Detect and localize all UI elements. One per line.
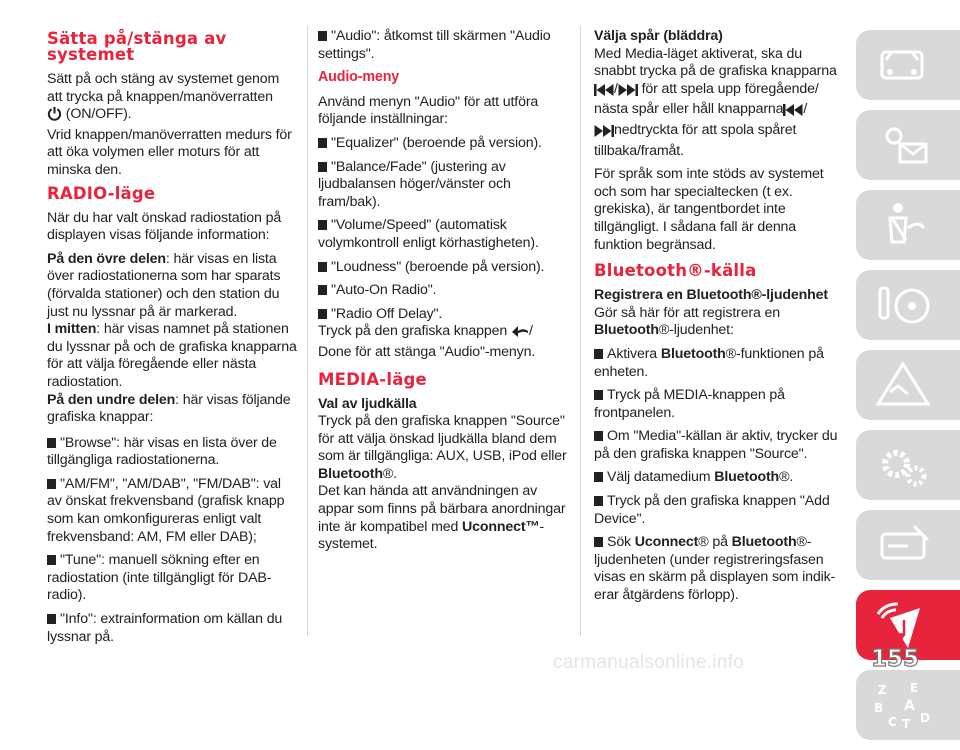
tab-index[interactable] bbox=[856, 670, 960, 740]
text: : här visas en lista över radiostationerna som har sparats (förvalda stationer) och den station du just nu lyssnar på är markerad. bbox=[47, 250, 281, 320]
multimedia-music-icon bbox=[868, 598, 938, 652]
text: "Equalizer" (beroende på version). bbox=[331, 134, 542, 151]
text: Vrid knappen/manöverratten medurs för att öka volymen eller moturs för att minska den. bbox=[47, 126, 292, 178]
bullet-icon bbox=[318, 31, 327, 41]
svg-text:B: B bbox=[874, 701, 884, 715]
index-letters-icon bbox=[868, 678, 938, 732]
text: "Volume/Speed" (automatisk volymkontroll enligt körhastigheten). bbox=[318, 217, 539, 251]
paragraph-track bbox=[594, 28, 840, 160]
subheading-source: Val av ljudkälla bbox=[318, 395, 417, 412]
page-number: 155 bbox=[871, 646, 920, 672]
text: Med Media-läget aktiverat, ska du snabbt trycka på de grafiska knapparna bbox=[594, 45, 837, 80]
column-middle bbox=[318, 28, 568, 560]
svg-text:Z: Z bbox=[878, 683, 887, 697]
bullet-icon bbox=[318, 162, 327, 172]
text: ®. bbox=[382, 465, 397, 482]
paragraph-radio-details bbox=[47, 251, 297, 427]
tab-emergency[interactable] bbox=[856, 350, 960, 420]
previous-track-icon bbox=[783, 104, 803, 122]
list-item bbox=[318, 28, 568, 63]
list-item bbox=[318, 217, 568, 252]
text: Tryck på den grafiska knappen bbox=[318, 323, 508, 340]
text: "Info": extrainformation om källan du lyssnar på. bbox=[47, 611, 283, 645]
label-mid: I mitten bbox=[47, 321, 97, 338]
text: Sök bbox=[607, 534, 635, 551]
svg-text:D: D bbox=[920, 711, 930, 725]
section-title-audio: Audio-meny bbox=[318, 69, 400, 86]
text-bold: Bluetooth bbox=[660, 345, 726, 362]
text-bold: Bluetooth bbox=[731, 534, 797, 551]
list-item bbox=[318, 282, 568, 300]
text: : här visas följande grafiska knappar: bbox=[47, 391, 291, 426]
gears-icon bbox=[868, 438, 938, 492]
text: Aktivera bbox=[607, 345, 661, 362]
seatbelt-icon bbox=[868, 198, 938, 252]
text: Done för att stänga "Audio"-menyn. bbox=[318, 343, 536, 360]
section-title-power: Sätta på/stänga av systemet bbox=[47, 29, 227, 64]
text: ®-ljudenhet: bbox=[658, 322, 734, 339]
list-item bbox=[594, 428, 840, 463]
bullet-icon bbox=[318, 262, 327, 272]
tab-lights-messages[interactable] bbox=[856, 110, 960, 180]
column-left bbox=[47, 28, 297, 652]
bullet-icon bbox=[47, 479, 56, 489]
svg-text:T: T bbox=[902, 717, 911, 731]
bullet-icon bbox=[318, 285, 327, 295]
chapter-tabs bbox=[856, 30, 960, 750]
list-item bbox=[594, 534, 840, 604]
paragraph-audio-intro: Använd menyn "Audio" för att utföra följande inställningar: bbox=[318, 93, 539, 128]
tab-technical-data[interactable] bbox=[856, 510, 960, 580]
next-track-icon bbox=[618, 84, 638, 102]
warning-triangle-icon bbox=[868, 358, 938, 412]
tab-car-overview[interactable] bbox=[856, 30, 960, 100]
list-item bbox=[318, 159, 568, 212]
text: "AM/FM", "AM/DAB", "FM/DAB": val av önskat frekvensband (grafisk knapp som kan omkonfigureras enligt valt frekvensband: AM, FM eller DAB); bbox=[47, 475, 285, 545]
previous-track-icon bbox=[594, 84, 614, 102]
column-divider bbox=[580, 26, 581, 636]
text-bold: Uconnect bbox=[634, 534, 699, 551]
paragraph-power bbox=[47, 71, 297, 180]
text: Välj datamedium bbox=[607, 469, 715, 486]
text: : här visas namnet på stationen du lyssnar på och de grafiska knapparna för att välja föregående eller nästa radiostation. bbox=[47, 321, 297, 390]
svg-text:C: C bbox=[888, 715, 897, 729]
paragraph-source bbox=[318, 396, 568, 554]
text-bold: Bluetooth bbox=[714, 469, 780, 486]
bullet-icon bbox=[318, 309, 327, 319]
text: Tryck på MEDIA-knappen på frontpanelen. bbox=[594, 387, 785, 421]
steering-wheel-icon bbox=[868, 278, 938, 332]
text: / bbox=[614, 80, 618, 97]
text: ® på bbox=[698, 534, 732, 551]
subheading-track: Välja spår (bläddra) bbox=[594, 28, 723, 44]
bullet-icon bbox=[47, 555, 56, 565]
list-item bbox=[47, 552, 297, 605]
list-item bbox=[594, 387, 840, 422]
bullet-icon bbox=[594, 537, 603, 547]
text: "Tune": manuell sökning efter en radiostation (inte tillgängligt för DAB-radio). bbox=[47, 552, 272, 604]
text: ®-funktionen på enheten. bbox=[594, 345, 824, 380]
text: / bbox=[803, 101, 808, 118]
text: Tryck på den grafiska knappen "Add Device". bbox=[594, 493, 830, 527]
bullet-icon bbox=[594, 390, 603, 400]
text: / bbox=[528, 323, 533, 340]
back-arrow-icon bbox=[511, 325, 529, 344]
svg-text:E: E bbox=[910, 681, 919, 695]
section-title-radio: RADIO-läge bbox=[47, 183, 156, 203]
text-bold: Bluetooth bbox=[594, 322, 659, 339]
list-item bbox=[47, 611, 297, 646]
text: "Auto-On Radio". bbox=[331, 282, 437, 299]
tab-starting-driving[interactable] bbox=[856, 270, 960, 340]
text: -systemet. bbox=[318, 518, 545, 553]
label-top: På den övre delen bbox=[47, 250, 166, 267]
list-item bbox=[318, 135, 568, 153]
text: "Browse": här visas en lista över de tillgängliga radiostationerna. bbox=[47, 434, 277, 469]
paragraph-radio-intro: När du har valt önskad radiostation på displayen visas följande information: bbox=[47, 209, 282, 244]
column-right bbox=[594, 28, 840, 611]
tab-safety[interactable] bbox=[856, 190, 960, 260]
section-title-bluetooth: Bluetooth®-källa bbox=[594, 261, 757, 281]
next-track-icon bbox=[594, 125, 614, 143]
bullet-icon bbox=[318, 138, 327, 148]
list-item bbox=[594, 493, 840, 528]
text: "Audio": åtkomst till skärmen "Audio settings". bbox=[318, 28, 551, 62]
list-item bbox=[47, 476, 297, 546]
bullet-icon bbox=[594, 431, 603, 441]
power-icon bbox=[47, 106, 62, 127]
list-item bbox=[594, 346, 840, 381]
svg-text:A: A bbox=[904, 698, 915, 714]
paragraph-language: För språk som inte stöds av systemet och som har specialtecken (t ex. grekiska), är tangentbordet inte tillgängligt. I sådana fall är denna funktion begränsad. bbox=[594, 166, 824, 253]
bullet-icon bbox=[47, 614, 56, 624]
text: nedtryckta för att spola spåret tillbaka/framåt. bbox=[594, 121, 797, 159]
paragraph-back bbox=[318, 323, 568, 361]
bullet-icon bbox=[47, 438, 56, 448]
section-title-media: MEDIA-läge bbox=[318, 369, 427, 389]
text: för att spela upp föregående/ nästa spår eller håll knapparna bbox=[594, 80, 819, 118]
paragraph-register bbox=[594, 287, 840, 340]
bullet-icon bbox=[594, 496, 603, 506]
text: "Loudness" (beroende på version). bbox=[331, 258, 545, 275]
list-item bbox=[47, 435, 297, 470]
text: ®. bbox=[779, 469, 794, 486]
text-bold: Uconnect™ bbox=[462, 518, 540, 535]
text: Sätt på och stäng av systemet genom att trycka på knappen/manöverratten bbox=[47, 71, 280, 105]
bullet-icon bbox=[594, 472, 603, 482]
watermark: carmanualsonline.info bbox=[553, 652, 745, 673]
car-spec-icon bbox=[868, 518, 938, 572]
list-item bbox=[318, 259, 568, 277]
text: Det kan hända att användningen av appar som finns på bärbara anordningar inte är kompatibel med bbox=[318, 483, 566, 535]
tab-maintenance[interactable] bbox=[856, 430, 960, 500]
label-bottom: På den undre delen bbox=[47, 391, 176, 408]
text: Tryck på den grafiska knappen "Source" för att välja önskad ljudkälla bland dem som är tillgängliga: AUX, USB, iPod eller bbox=[318, 413, 567, 465]
subheading-register: Registrera en Bluetooth®-ljudenhet bbox=[594, 287, 828, 304]
text: "Radio Off Delay". bbox=[331, 305, 443, 322]
text-bold: Bluetooth bbox=[318, 465, 383, 482]
bullet-icon bbox=[318, 220, 327, 230]
warning-lights-icon bbox=[868, 118, 938, 172]
car-icon bbox=[868, 38, 938, 92]
text: "Balance/Fade" (justering av ljudbalansen höger/vänster och fram/bak). bbox=[318, 158, 511, 210]
list-item bbox=[594, 469, 840, 487]
bullet-icon bbox=[594, 349, 603, 359]
text: ®-ljudenheten (under registreringsfasen visas en skärm på displayen som indik-erar åtgärdens förlopp). bbox=[594, 534, 836, 604]
text: Om "Media"-källan är aktiv, trycker du på den grafiska knappen "Source". bbox=[594, 428, 838, 462]
text: Gör så här för att registrera en bbox=[594, 304, 781, 321]
column-divider bbox=[307, 26, 308, 636]
text: (ON/OFF). bbox=[65, 106, 132, 123]
list-item bbox=[318, 306, 568, 324]
